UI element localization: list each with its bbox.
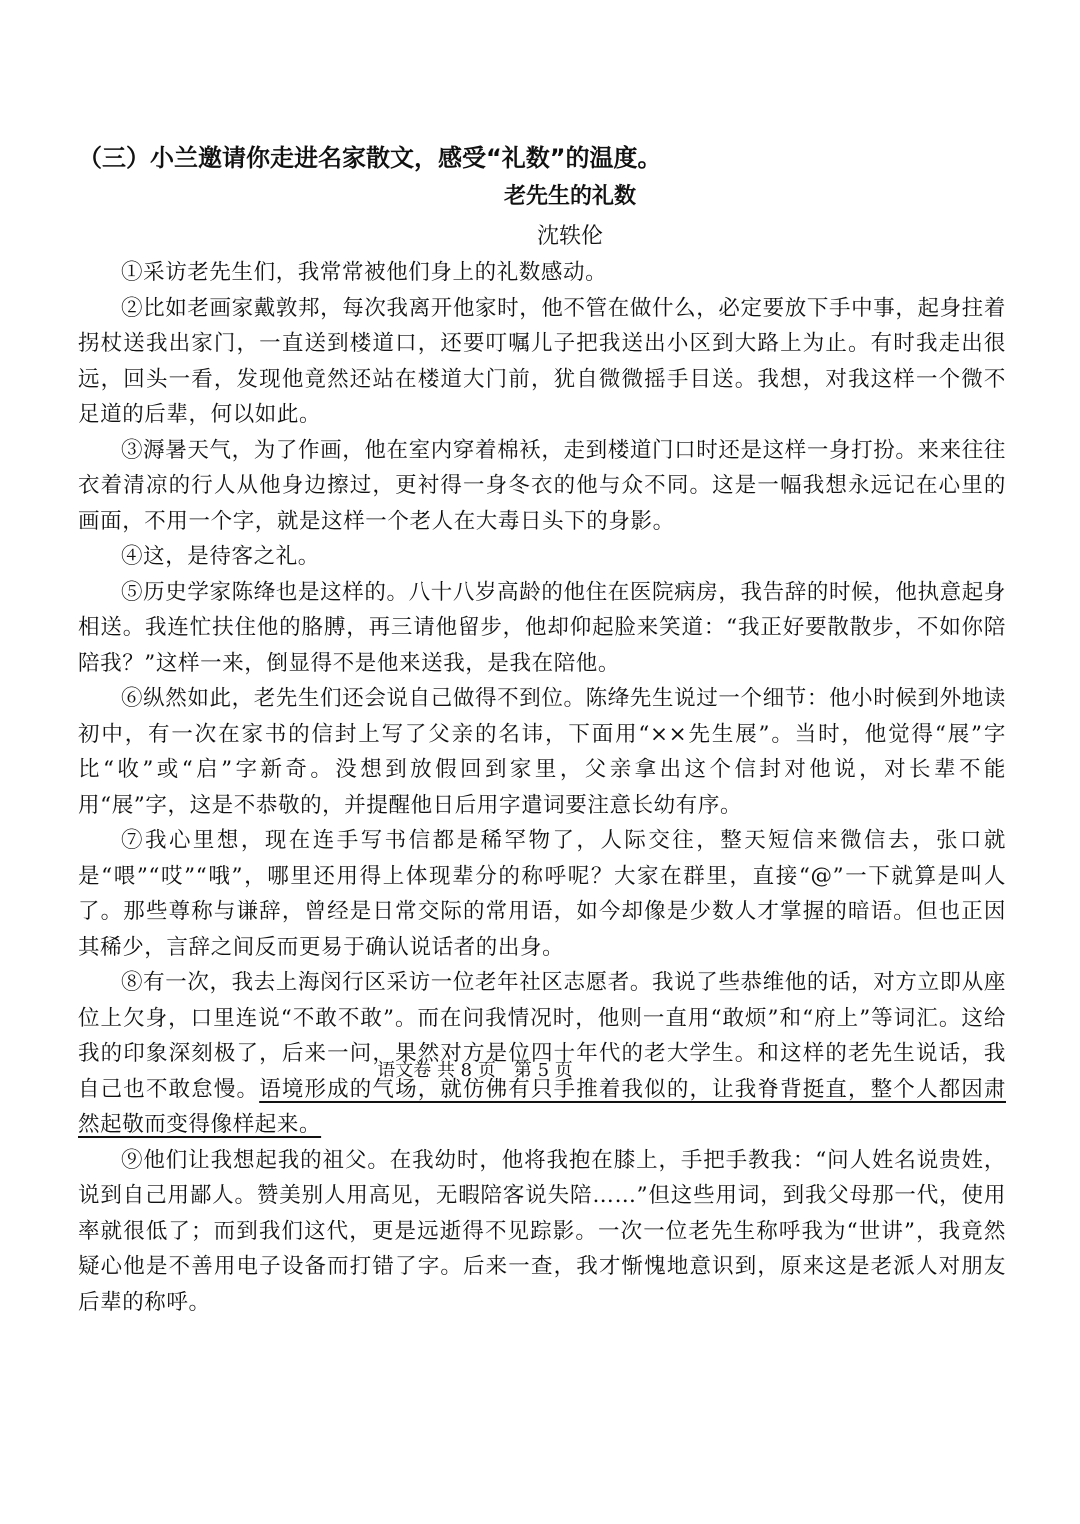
paragraph-8 [78, 965, 1006, 1143]
section-heading: （三）小兰邀请你走进名家散文，感受“礼数”的温度。 [78, 144, 662, 172]
article-body [78, 255, 1006, 1320]
page-footer: 语文卷 共 8 页 第 5 页 [377, 1060, 573, 1081]
paragraph-5: ⑤历史学家陈绛也是这样的。八十八岁高龄的他住在医院病房，我告辞的时候，他执意起身相送。我连忙扶住他的胳膊，再三请他留步，他却仰起脸来笑道：“我正好要散散步，不如你陪陪我？”这样一来，倒显得不是他来送我，是我在陪他。 [78, 579, 1006, 676]
paragraph-8-text: ⑧有一次，我去上海闵行区采访一位老年社区志愿者。我说了些恭维他的话，对方立即从座位上欠身，口里连说“不敢不敢”。而在问我情况时，他则一直用“敢烦”和“府上”等词汇。这给我的印象深刻极了，后来一问，果然对方是位四十年代的老大学生。和这样的老先生说话，我自己也不敢怠慢。 [78, 970, 1006, 1102]
article-author: 沈轶伦 [536, 224, 603, 249]
article-title: 老先生的礼数 [503, 184, 636, 209]
paragraph-4: ④这，是待客之礼。 [121, 544, 320, 569]
paragraph-9: ⑨他们让我想起我的祖父。在我幼时，他将我抱在膝上，手把手教我：“问人姓名说贵姓，说到自己用鄙人。赞美别人用高见，无暇陪客说失陪……”但这些用词，到我父母那一代，使用率就很低了；而到我们这代，更是远逝得不见踪影。一次一位老先生称呼我为“世讲”，我竟然疑心他是不善用电子设备而打错了字。后来一查，我才惭愧地意识到，原来这是老派人对朋友后辈的称呼。 [78, 1147, 1006, 1315]
paragraph-3: ③溽暑天气，为了作画，他在室内穿着棉袄，走到楼道门口时还是这样一身打扮。来来往往衣着清凉的行人从他身边擦过，更衬得一身冬衣的他与众不同。这是一幅我想永远记在心里的画面，不用一个字，就是这样一个老人在大毒日头下的身影。 [78, 437, 1006, 534]
paragraph-7: ⑦我心里想，现在连手写书信都是稀罕物了，人际交往，整天短信来微信去，张口就是“喂”“哎”“哦”，哪里还用得上体现辈分的称呼呢？大家在群里，直接“@”一下就算是叫人了。那些尊称与谦辞，曾经是日常交际的常用语，如今却像是少数人才掌握的暗语。但也正因其稀少，言辞之间反而更易于确认说话者的出身。 [78, 828, 1006, 960]
underlined-sentence: 语境形成的气场，就仿佛有只手推着我似的，让我脊背挺直，整个人都因肃然起敬而变得像样起来。 [78, 1076, 1006, 1137]
paragraph-2: ②比如老画家戴敦邦，每次我离开他家时，他不管在做什么，必定要放下手中事，起身拄着拐杖送我出家门，一直送到楼道口，还要叮嘱儿子把我送出小区到大路上为止。有时我走出很远，回头一看，发现他竟然还站在楼道大门前，犹自微微摇手目送。我想，对我这样一个微不足道的后辈，何以如此。 [78, 295, 1006, 427]
paragraph-6: ⑥纵然如此，老先生们还会说自己做得不到位。陈绛先生说过一个细节：他小时候到外地读初中，有一次在家书的信封上写了父亲的名讳，下面用“××先生展”。当时，他觉得“展”字比“收”或“启”字新奇。没想到放假回到家里，父亲拿出这个信封对他说，对长辈不能用“展”字，这是不恭敬的，并提醒他日后用字遣词要注意长幼有序。 [78, 686, 1006, 818]
paragraph-1: ①采访老先生们，我常常被他们身上的礼数感动。 [121, 260, 608, 285]
